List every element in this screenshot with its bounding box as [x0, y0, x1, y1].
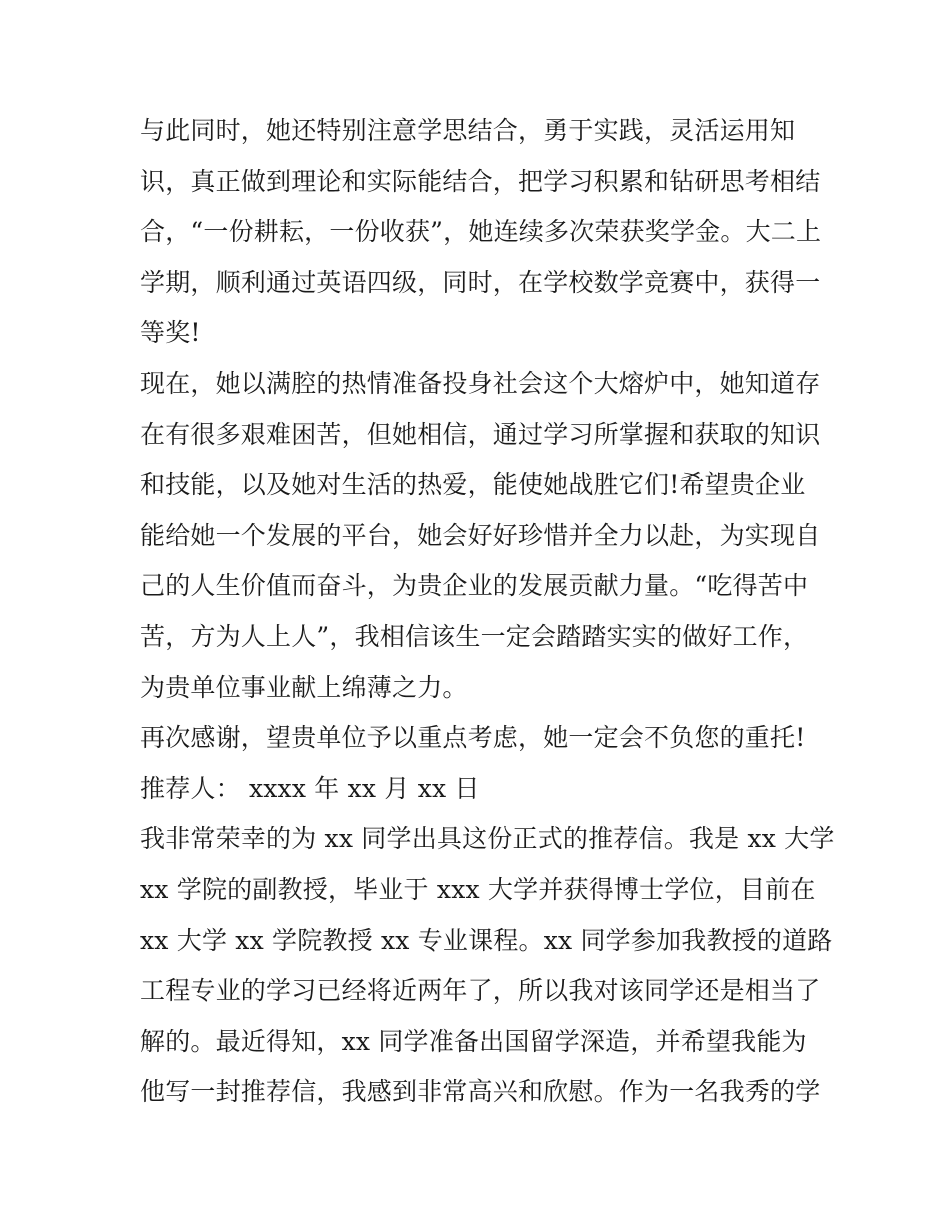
- signature-line: 推荐人： xxxx 年 xx 月 xx 日: [140, 773, 480, 803]
- document-body: [140, 106, 835, 1118]
- text-line: xx 大学 xx 学院教授 xx 专业课程。xx 同学参加我教授的道路: [140, 925, 833, 955]
- text-line: 与此同时，她还特别注意学思结合，勇于实践，灵活运用知: [140, 116, 796, 145]
- text-line: 苦，方为人上人”，我相信该生一定会踏踏实实的做好工作，: [140, 621, 809, 651]
- text-line: 他写一封推荐信，我感到非常高兴和欣慰。作为一名我秀的学: [140, 1077, 821, 1107]
- text-line: 等奖!: [140, 318, 201, 348]
- text-line: xx 学院的副教授，毕业于 xxx 大学并获得博士学位，目前在: [140, 874, 816, 904]
- text-line: 合，“一份耕耘，一份收获”，她连续多次荣获奖学金。大二上: [140, 217, 822, 247]
- text-line: 和技能，以及她对生活的热爱，能使她战胜它们!希望贵企业: [140, 470, 806, 500]
- text-line: 再次感谢，望贵单位予以重点考虑，她一定会不负您的重托!: [140, 723, 806, 753]
- text-line: 解的。最近得知，xx 同学准备出国留学深造，并希望我能为: [140, 1026, 807, 1056]
- text-line: 能给她一个发展的平台，她会好好珍惜并全力以赴，为实现自: [140, 520, 821, 550]
- text-line: 工程专业的学习已经将近两年了，所以我对该同学还是相当了: [140, 976, 821, 1006]
- text-line: 我非常荣幸的为 xx 同学出具这份正式的推荐信。我是 xx 大学: [140, 824, 835, 854]
- text-line: 己的人生价值而奋斗，为贵企业的发展贡献力量。“吃得苦中: [140, 571, 809, 601]
- text-line: 识，真正做到理论和实际能结合，把学习积累和钻研思考相结: [140, 166, 821, 196]
- text-line: 在有很多艰难困苦，但她相信，通过学习所掌握和获取的知识: [140, 419, 821, 449]
- text-line: 现在，她以满腔的热情准备投身社会这个大熔炉中，她知道存: [140, 368, 821, 398]
- text-line: 为贵单位事业献上绵薄之力。: [140, 672, 468, 702]
- text-line: 学期，顺利通过英语四级，同时，在学校数学竞赛中，获得一: [140, 267, 821, 297]
